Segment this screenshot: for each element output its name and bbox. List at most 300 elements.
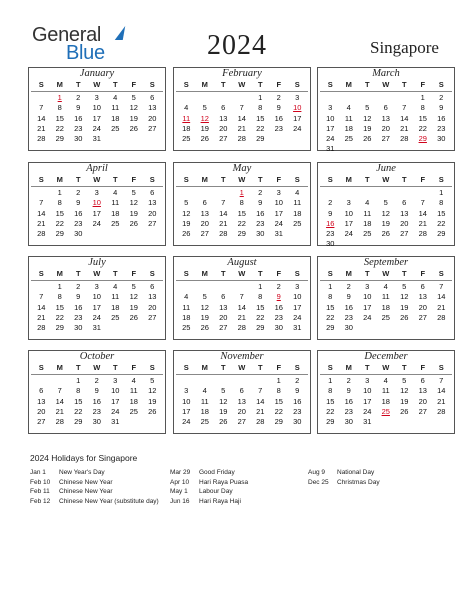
day-cell: 27 [400, 229, 409, 239]
day-cell: 19 [381, 218, 390, 228]
day-cell: 18 [111, 208, 120, 218]
empty-cell [395, 93, 414, 103]
header-divider [320, 374, 452, 375]
holiday-row [170, 468, 248, 478]
weekday-label: F [420, 80, 426, 89]
day-cell: 13 [219, 302, 228, 312]
day-cell: 20 [148, 302, 157, 312]
day-cell: 2 [76, 188, 81, 197]
day-cell: 18 [111, 113, 120, 123]
day-cell: 25 [182, 134, 191, 144]
day-cell: 4 [113, 93, 118, 102]
day-cell: 6 [39, 386, 44, 396]
day-cell: 1 [439, 188, 444, 197]
holiday-name: Chinese New Year (substitute day) [59, 497, 159, 505]
weekday-label: M [201, 80, 208, 89]
weekday-header [174, 269, 310, 279]
day-cell: 19 [400, 302, 409, 312]
day-cell: 24 [293, 312, 302, 322]
weekday-header [318, 363, 454, 373]
weekday-label: S [327, 175, 333, 184]
header-divider [31, 186, 163, 187]
day-cell: 8 [57, 103, 62, 113]
day-cell: 6 [383, 103, 388, 113]
weekday-label: W [382, 175, 390, 184]
day-cell: 8 [239, 198, 244, 208]
month-november [173, 350, 311, 434]
day-cell: 2 [295, 376, 300, 385]
weekday-label: W [382, 363, 390, 372]
day-cell: 4 [184, 103, 189, 113]
day-cell: 28 [437, 312, 446, 322]
day-cell: 23 [74, 312, 83, 322]
day-grid [177, 188, 310, 239]
day-cell: 28 [400, 134, 409, 144]
day-cell: 28 [437, 406, 446, 416]
day-cell: 29 [237, 229, 246, 239]
day-cell: 19 [363, 123, 372, 133]
logo-text-general: General [32, 24, 102, 46]
day-cell: 14 [37, 113, 46, 123]
day-cell: 28 [37, 134, 46, 144]
weekday-label: F [276, 175, 282, 184]
weekday-label: S [183, 175, 189, 184]
empty-cell [251, 376, 270, 386]
day-cell: 19 [200, 312, 209, 322]
weekday-label: F [131, 363, 137, 372]
day-cell: 7 [402, 103, 407, 113]
day-cell: 12 [148, 386, 157, 396]
day-cell: 10 [344, 208, 353, 218]
weekday-label: S [149, 363, 155, 372]
day-cell: 9 [346, 292, 351, 302]
weekday-label: T [220, 80, 226, 89]
weekday-header [29, 269, 165, 279]
weekday-label: S [149, 175, 155, 184]
day-cell: 11 [129, 386, 138, 396]
holiday-day-cell: 9 [276, 292, 281, 302]
header-divider [176, 280, 308, 281]
empty-cell [395, 188, 414, 198]
holiday-row [30, 487, 159, 497]
day-cell: 20 [148, 113, 157, 123]
day-cell: 21 [437, 302, 446, 312]
day-cell: 30 [344, 323, 353, 333]
day-cell: 29 [274, 417, 283, 427]
day-cell: 25 [293, 218, 302, 228]
day-cell: 27 [148, 123, 157, 133]
day-grid [32, 282, 165, 333]
holiday-date: Feb 10 [30, 478, 51, 486]
month-name: August [227, 257, 257, 268]
day-cell: 24 [182, 417, 191, 427]
day-cell: 3 [276, 188, 281, 197]
month-february [173, 67, 311, 151]
day-cell: 13 [148, 292, 157, 302]
day-cell: 16 [293, 396, 302, 406]
day-cell: 19 [200, 123, 209, 133]
day-cell: 18 [381, 396, 390, 406]
day-cell: 19 [400, 396, 409, 406]
day-cell: 2 [346, 376, 351, 385]
day-cell: 15 [256, 302, 265, 312]
empty-cell [196, 188, 215, 198]
day-cell: 9 [328, 208, 333, 218]
month-name: April [86, 163, 108, 174]
weekday-label: T [401, 363, 407, 372]
day-cell: 30 [326, 239, 335, 249]
weekday-label: S [149, 80, 155, 89]
day-cell: 9 [76, 292, 81, 302]
weekday-label: F [420, 269, 426, 278]
day-cell: 9 [439, 103, 444, 113]
day-grid [321, 188, 454, 250]
day-cell: 2 [76, 282, 81, 291]
day-cell: 29 [74, 417, 83, 427]
day-cell: 20 [400, 218, 409, 228]
holiday-row [30, 468, 159, 478]
day-cell: 26 [129, 218, 138, 228]
day-cell: 27 [381, 134, 390, 144]
day-cell: 9 [276, 103, 281, 113]
month-july [28, 256, 166, 340]
holiday-column [170, 468, 248, 506]
day-cell: 13 [400, 208, 409, 218]
day-cell: 17 [92, 302, 101, 312]
day-cell: 28 [37, 323, 46, 333]
empty-cell [177, 376, 196, 386]
day-cell: 26 [200, 134, 209, 144]
day-cell: 14 [418, 208, 427, 218]
day-cell: 26 [129, 123, 138, 133]
day-cell: 25 [200, 417, 209, 427]
weekday-label: S [327, 269, 333, 278]
day-cell: 28 [37, 229, 46, 239]
day-cell: 15 [55, 113, 64, 123]
day-cell: 17 [92, 208, 101, 218]
day-cell: 13 [148, 198, 157, 208]
day-cell: 28 [418, 229, 427, 239]
day-cell: 8 [420, 103, 425, 113]
weekday-label: W [238, 80, 246, 89]
day-cell: 22 [326, 406, 335, 416]
day-cell: 27 [148, 218, 157, 228]
day-grid [32, 376, 165, 427]
day-cell: 18 [111, 302, 120, 312]
day-cell: 1 [57, 282, 62, 291]
day-cell: 25 [129, 406, 138, 416]
weekday-label: F [420, 363, 426, 372]
day-cell: 20 [418, 396, 427, 406]
empty-cell [321, 188, 340, 198]
day-cell: 5 [402, 376, 407, 385]
day-cell: 15 [55, 208, 64, 218]
page-title-year: 2024 [207, 30, 267, 61]
holiday-day-cell: 16 [326, 218, 335, 228]
day-cell: 28 [237, 323, 246, 333]
header-divider [320, 186, 452, 187]
weekday-label: M [56, 363, 63, 372]
day-cell: 21 [219, 218, 228, 228]
header-divider [320, 280, 452, 281]
day-cell: 15 [55, 302, 64, 312]
day-cell: 17 [363, 302, 372, 312]
day-cell: 14 [37, 302, 46, 312]
weekday-label: S [183, 80, 189, 89]
holiday-row [170, 497, 248, 507]
day-cell: 9 [76, 198, 81, 208]
day-cell: 22 [418, 123, 427, 133]
holiday-date: Apr 10 [170, 478, 190, 486]
day-cell: 30 [74, 134, 83, 144]
empty-cell [177, 282, 196, 292]
day-cell: 15 [274, 396, 283, 406]
holiday-date: Aug 9 [308, 469, 325, 476]
day-cell: 8 [276, 386, 281, 396]
weekday-header [174, 80, 310, 90]
day-cell: 7 [420, 198, 425, 208]
day-cell: 27 [219, 134, 228, 144]
month-name: November [220, 351, 264, 362]
holiday-row [170, 487, 248, 497]
day-cell: 8 [258, 292, 263, 302]
weekday-label: T [401, 175, 407, 184]
day-cell: 23 [92, 406, 101, 416]
holiday-name: Hari Raya Haji [199, 497, 241, 505]
day-cell: 10 [363, 386, 372, 396]
weekday-header [29, 80, 165, 90]
header-divider [31, 280, 163, 281]
empty-cell [214, 282, 233, 292]
empty-cell [233, 282, 252, 292]
day-cell: 5 [202, 292, 207, 302]
day-cell: 22 [256, 123, 265, 133]
holiday-row [30, 497, 159, 507]
weekday-label: M [201, 363, 208, 372]
weekday-label: T [75, 175, 81, 184]
day-cell: 18 [182, 312, 191, 322]
holiday-name: National Day [337, 469, 375, 476]
day-cell: 24 [92, 312, 101, 322]
holiday-day-cell: 12 [200, 113, 209, 123]
day-cell: 7 [39, 198, 44, 208]
day-cell: 29 [437, 229, 446, 239]
holiday-day-cell: 1 [239, 188, 244, 197]
day-cell: 16 [274, 113, 283, 123]
day-cell: 20 [237, 406, 246, 416]
weekday-label: W [93, 363, 101, 372]
day-cell: 30 [256, 229, 265, 239]
empty-cell [196, 376, 215, 386]
day-cell: 31 [363, 417, 372, 427]
day-cell: 12 [219, 396, 228, 406]
day-cell: 31 [111, 417, 120, 427]
day-cell: 1 [328, 376, 333, 385]
day-cell: 26 [400, 406, 409, 416]
day-cell: 14 [237, 302, 246, 312]
day-cell: 21 [55, 406, 64, 416]
holiday-name: Chinese New Year [59, 478, 113, 486]
day-cell: 7 [57, 386, 62, 396]
day-cell: 10 [363, 292, 372, 302]
day-cell: 11 [111, 198, 120, 208]
empty-cell [233, 93, 252, 103]
day-cell: 23 [74, 123, 83, 133]
day-cell: 15 [418, 113, 427, 123]
day-cell: 16 [74, 208, 83, 218]
weekday-label: T [220, 269, 226, 278]
weekday-label: T [401, 269, 407, 278]
day-cell: 17 [363, 396, 372, 406]
day-cell: 20 [219, 123, 228, 133]
empty-cell [358, 188, 377, 198]
day-cell: 18 [182, 123, 191, 133]
day-cell: 30 [92, 417, 101, 427]
day-cell: 30 [293, 417, 302, 427]
day-cell: 6 [150, 282, 155, 291]
month-name: July [88, 257, 106, 268]
day-cell: 22 [55, 312, 64, 322]
day-cell: 3 [346, 198, 351, 208]
holiday-day-cell: 25 [381, 406, 390, 416]
day-cell: 6 [150, 188, 155, 197]
day-cell: 6 [420, 376, 425, 385]
empty-cell [377, 93, 396, 103]
day-cell: 30 [74, 229, 83, 239]
month-may [173, 162, 311, 246]
day-cell: 13 [37, 396, 46, 406]
day-cell: 7 [39, 292, 44, 302]
weekday-label: S [438, 80, 444, 89]
weekday-label: T [257, 363, 263, 372]
day-cell: 15 [326, 396, 335, 406]
month-march [317, 67, 455, 154]
weekday-label: S [294, 363, 300, 372]
day-cell: 25 [111, 218, 120, 228]
day-cell: 11 [381, 386, 390, 396]
day-cell: 27 [219, 323, 228, 333]
month-october [28, 350, 166, 434]
day-cell: 6 [150, 93, 155, 102]
day-cell: 15 [326, 302, 335, 312]
day-cell: 23 [326, 229, 335, 239]
day-grid [177, 376, 310, 427]
weekday-label: F [131, 269, 137, 278]
day-cell: 8 [76, 386, 81, 396]
holiday-column [308, 468, 380, 487]
day-cell: 27 [418, 312, 427, 322]
weekday-label: S [183, 269, 189, 278]
day-cell: 2 [276, 282, 281, 291]
day-cell: 3 [295, 93, 300, 102]
empty-cell [340, 188, 359, 198]
country-title: Singapore [370, 38, 439, 57]
empty-cell [214, 188, 233, 198]
weekday-label: T [112, 363, 118, 372]
day-cell: 31 [92, 134, 101, 144]
day-cell: 9 [295, 386, 300, 396]
day-cell: 18 [363, 218, 372, 228]
day-cell: 26 [200, 323, 209, 333]
day-cell: 28 [256, 417, 265, 427]
holiday-date: May 1 [170, 488, 188, 495]
day-cell: 13 [148, 103, 157, 113]
day-cell: 21 [437, 396, 446, 406]
weekday-label: M [56, 80, 63, 89]
day-cell: 7 [221, 198, 226, 208]
day-cell: 2 [76, 93, 81, 102]
day-cell: 21 [400, 123, 409, 133]
empty-cell [32, 376, 51, 386]
holiday-day-cell: 11 [182, 113, 191, 123]
day-cell: 14 [400, 113, 409, 123]
day-cell: 24 [274, 218, 283, 228]
weekday-label: F [276, 363, 282, 372]
weekday-label: T [112, 269, 118, 278]
day-cell: 18 [293, 208, 302, 218]
day-cell: 23 [274, 312, 283, 322]
weekday-label: S [294, 269, 300, 278]
day-cell: 13 [237, 396, 246, 406]
day-cell: 11 [363, 208, 372, 218]
weekday-label: W [238, 175, 246, 184]
day-cell: 8 [439, 198, 444, 208]
header-divider [320, 91, 452, 92]
weekday-label: S [38, 175, 44, 184]
empty-cell [177, 188, 196, 198]
day-cell: 17 [344, 218, 353, 228]
weekday-label: M [345, 363, 352, 372]
day-cell: 23 [344, 312, 353, 322]
day-cell: 3 [184, 386, 189, 396]
day-cell: 24 [92, 218, 101, 228]
day-cell: 4 [365, 198, 370, 208]
day-cell: 29 [326, 323, 335, 333]
day-cell: 3 [94, 188, 99, 197]
day-cell: 15 [74, 396, 83, 406]
day-cell: 2 [94, 376, 99, 385]
empty-cell [32, 282, 51, 292]
day-cell: 27 [237, 417, 246, 427]
header-divider [31, 374, 163, 375]
day-cell: 12 [129, 292, 138, 302]
weekday-label: T [401, 80, 407, 89]
weekday-header [318, 175, 454, 185]
weekday-label: S [294, 175, 300, 184]
weekday-label: T [75, 80, 81, 89]
day-cell: 16 [344, 302, 353, 312]
day-cell: 5 [402, 282, 407, 291]
empty-cell [340, 93, 359, 103]
weekday-label: T [75, 269, 81, 278]
day-cell: 28 [237, 134, 246, 144]
day-cell: 10 [274, 198, 283, 208]
day-cell: 9 [94, 386, 99, 396]
day-cell: 14 [437, 292, 446, 302]
month-name: June [376, 163, 396, 174]
day-cell: 3 [94, 282, 99, 291]
header-divider [31, 91, 163, 92]
day-cell: 3 [328, 103, 333, 113]
day-cell: 23 [293, 406, 302, 416]
empty-cell [358, 93, 377, 103]
day-cell: 13 [418, 386, 427, 396]
day-cell: 20 [148, 208, 157, 218]
weekday-label: T [257, 175, 263, 184]
holiday-day-cell: 1 [57, 93, 62, 102]
day-cell: 24 [111, 406, 120, 416]
day-cell: 29 [55, 323, 64, 333]
